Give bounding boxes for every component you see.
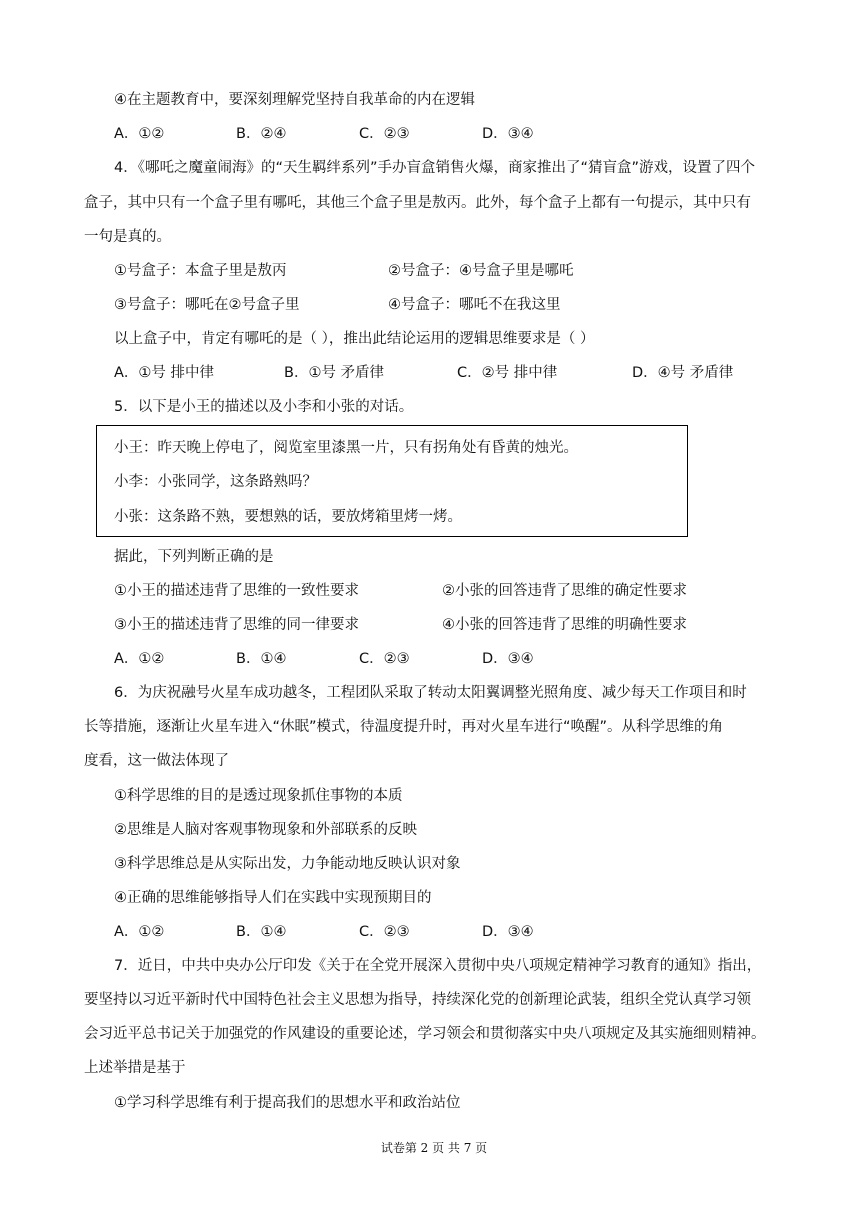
q4-option-b: B．①号 矛盾律 [284, 365, 385, 381]
q4-box-1-hint: ①号盒子：本盒子里是敖丙 [114, 263, 287, 279]
q5-option-d: D．③④ [482, 651, 534, 667]
q3-option-d: D．③④ [482, 126, 534, 142]
q4-question: 以上盒子中，肯定有哪吒的是（ ），推出此结论运用的逻辑思维要求是（ ） [114, 331, 595, 347]
page-footer: 试卷第 2 页 共 7 页 [380, 1141, 488, 1155]
q6-statement-1: ①科学思维的目的是透过现象抓住事物的本质 [114, 788, 403, 804]
q6-stem-line-2: 长等措施，逐渐让火星车进入“休眠”模式，待温度提升时，再对火星车进行“唤醒”。从科学思维的角 [84, 719, 724, 735]
q7-stem-line-4: 上述举措是基于 [84, 1060, 186, 1076]
q4-stem-line-3: 一句是真的。 [84, 229, 171, 245]
q5-statement-3: ③小王的描述违背了思维的同一律要求 [114, 617, 359, 633]
q4-stem-line-2: 盒子，其中只有一个盒子里有哪吒，其他三个盒子里是敖丙。此外，每个盒子上都有一句提示，其中只有 [84, 195, 751, 211]
q5-dialogue-wang: 小王：昨天晚上停电了，阅览室里漆黑一片，只有拐角处有昏黄的烛光。 [114, 440, 578, 456]
q5-option-c: C．②③ [359, 651, 410, 667]
q5-statement-4: ④小张的回答违背了思维的明确性要求 [442, 617, 687, 633]
q4-option-a: A．①号 排中律 [114, 365, 215, 381]
q6-option-c: C．②③ [359, 924, 410, 940]
q6-stem-line-3: 度看，这一做法体现了 [84, 753, 229, 769]
q3-statement-4: ④在主题教育中，要深刻理解党坚持自我革命的内在逻辑 [114, 92, 475, 108]
q7-stem-line-1: 7．近日，中共中央办公厅印发《关于在全党开展深入贯彻中央八项规定精神学习教育的通知》指出， [114, 958, 762, 974]
q6-option-b: B．①④ [236, 924, 287, 940]
q6-option-a: A．①② [114, 924, 165, 940]
q5-option-b: B．①④ [236, 651, 287, 667]
q6-statement-2: ②思维是人脑对客观事物现象和外部联系的反映 [114, 822, 417, 838]
q5-dialogue-zhang: 小张：这条路不熟，要想熟的话，要放烤箱里烤一烤。 [114, 509, 462, 525]
q5-option-a: A．①② [114, 651, 165, 667]
q4-box-4-hint: ④号盒子：哪吒不在我这里 [388, 297, 561, 313]
q3-option-c: C．②③ [359, 126, 410, 142]
q6-statement-3: ③科学思维总是从实际出发，力争能动地反映认识对象 [114, 856, 461, 872]
q4-option-d: D．④号 矛盾律 [632, 365, 734, 381]
q4-box-3-hint: ③号盒子：哪吒在②号盒子里 [114, 297, 300, 313]
q5-stem: 5．以下是小王的描述以及小李和小张的对话。 [114, 399, 414, 415]
q4-stem-line-1: 4．《哪吒之魔童闹海》的“天生羁绊系列”手办盲盒销售火爆，商家推出了“猜盲盒”游戏，设置了四个 [114, 160, 756, 176]
q3-option-b: B．②④ [236, 126, 287, 142]
q5-statement-1: ①小王的描述违背了思维的一致性要求 [114, 583, 359, 599]
q6-statement-4: ④正确的思维能够指导人们在实践中实现预期目的 [114, 890, 432, 906]
q7-stem-line-3: 会习近平总书记关于加强党的作风建设的重要论述，学习领会和贯彻落实中央八项规定及其实施细则精神。 [84, 1026, 766, 1042]
q6-option-d: D．③④ [482, 924, 534, 940]
q5-question: 据此，下列判断正确的是 [114, 549, 274, 565]
q4-option-c: C．②号 排中律 [457, 365, 558, 381]
q6-stem-line-1: 6．为庆祝融号火星车成功越冬，工程团队采取了转动太阳翼调整光照角度、减少每天工作项目和时 [114, 685, 747, 701]
q4-box-2-hint: ②号盒子：④号盒子里是哪吒 [388, 263, 574, 279]
q5-statement-2: ②小张的回答违背了思维的确定性要求 [442, 583, 687, 599]
q7-statement-1: ①学习科学思维有利于提高我们的思想水平和政治站位 [114, 1095, 461, 1111]
q3-option-a: A．①② [114, 126, 165, 142]
q7-stem-line-2: 要坚持以习近平新时代中国特色社会主义思想为指导，持续深化党的创新理论武装，组织全党认真学习领 [84, 992, 751, 1008]
q5-dialogue-li: 小李：小张同学，这条路熟吗？ [114, 474, 317, 490]
